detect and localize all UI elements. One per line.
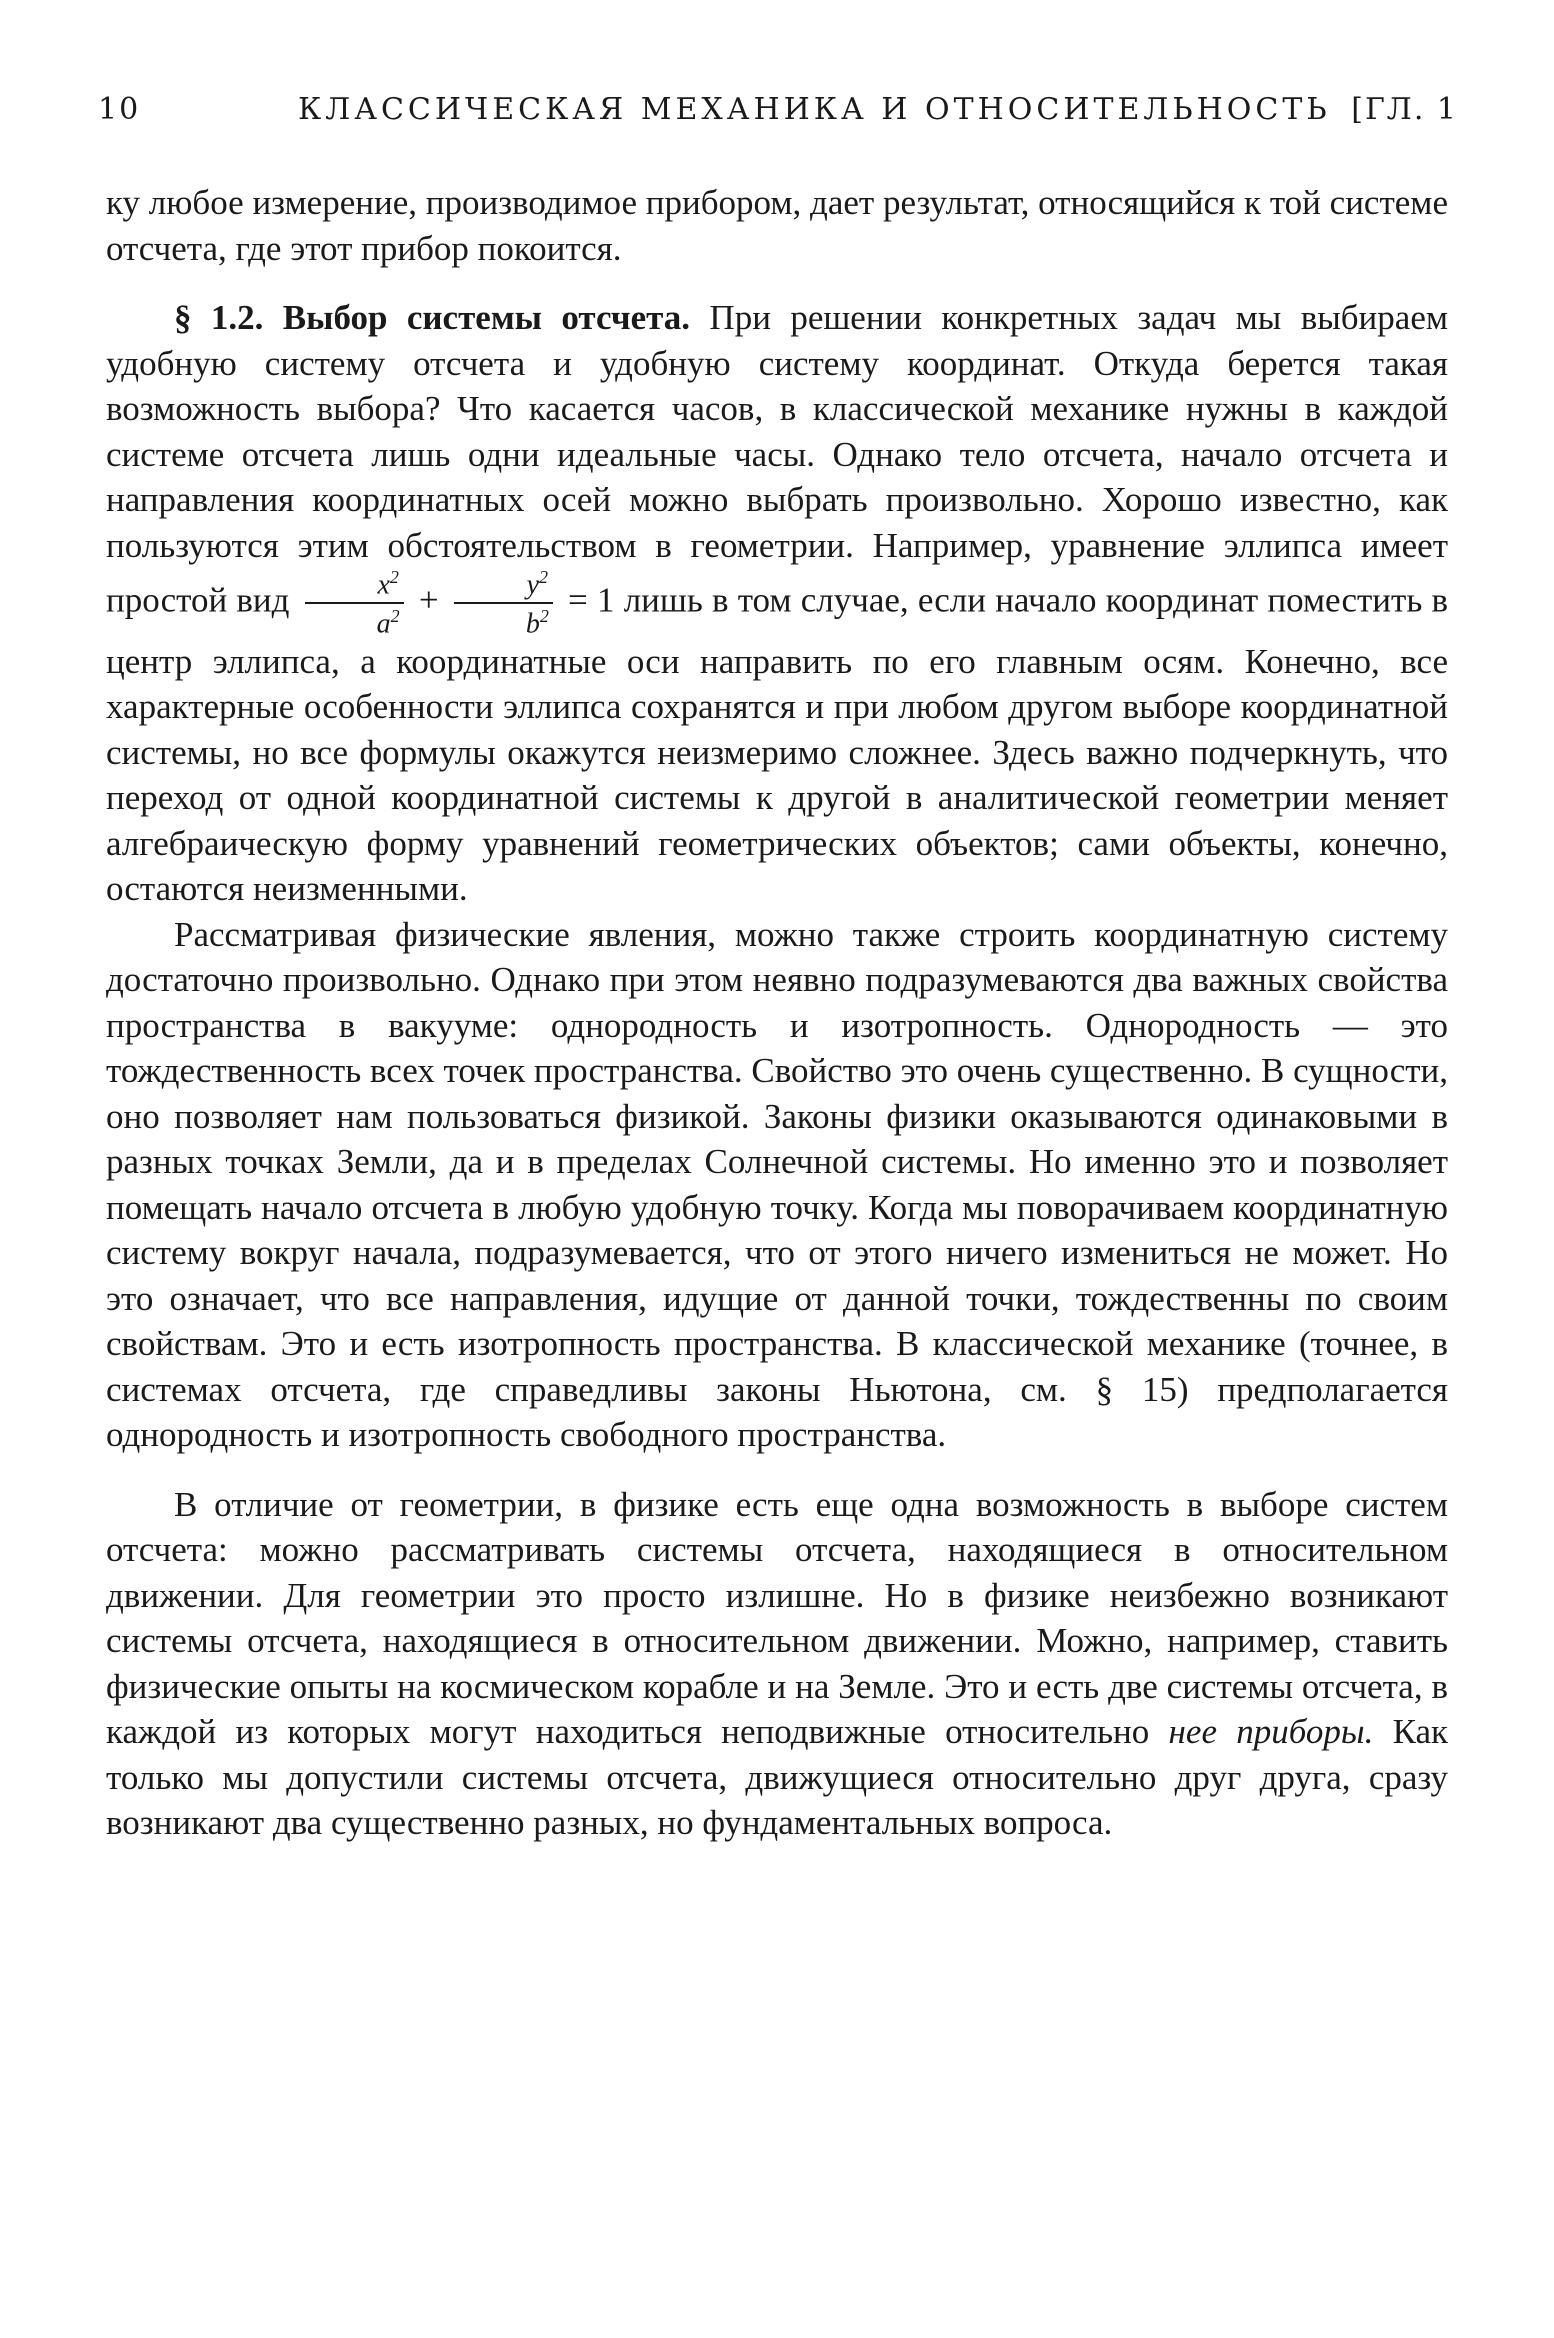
section-heading: § 1.2. Выбор системы отсчета.	[174, 298, 691, 337]
para3-text-before: В отличие от геометрии, в физике есть еще одна возможность в выборе систем отсчета: можно рассматривать системы отсчета, находящиеся в относительном движении. Для геометрии это просто излишне. Но в физике неизбежно возникают системы отсчета, находящиеся в относительном движении. Можно, например, ставить физические опыты на космическом корабле и на Земле. Это и есть две системы отсчета, в каждой из которых могут находиться неподвижные относительно	[106, 1484, 1448, 1752]
running-head	[98, 92, 1458, 136]
eq-x-num: x	[377, 569, 390, 601]
paragraph-section	[106, 295, 1448, 912]
para3-italic-phrase: нее приборы.	[1168, 1712, 1374, 1752]
section-text-before-equation: При решении конкретных задач мы выбираем удобную систему отсчета и удобную систему координат. Откуда берется такая возможность выбора? Что касается часов, в классической механике нужны в каждой системе отсчета лишь одни идеальные часы. Однако тело отсчета, начало отсчета и направления координатных осей можно выбрать произвольно. Хорошо известно, как пользуются этим обстоятельством в геометрии. Например, уравнение эллипса имеет простой вид	[106, 298, 1449, 620]
paragraph-homogeneity: Рассматривая физические явления, можно также строить координатную систему достаточно произвольно. Однако при этом неявно подразумеваются два важных свойства пространства в вакууме: однородность и изотропность. Однородность — это тождественность всех точек пространства. Свойство это очень существенно. В сущности, оно позволяет нам пользоваться физикой. Законы физики оказываются одинаковыми в разных точках Земли, да и в пределах Солнечной системы. Но именно это и позволяет помещать начало отсчета в любую удобную точку. Когда мы поворачиваем координатную систему вокруг начала, подразумевается, что от этого ничего измениться не может. Но это означает, что все направления, идущие от данной точки, тождественны по своим свойствам. Это и есть изотропность пространства. В классической механике (точнее, в системах отсчета, где справедливы законы Ньютона, см. § 15) предполагается однородность и изотропность свободного пространства.	[106, 914, 1449, 1455]
eq-y-num: y	[526, 569, 540, 601]
section-text-after-equation: лишь в том случае, если начало координат поместить в центр эллипса, а координатные оси направить по его главным осям. Конечно, все характерные особенности эллипса сохранятся и при любом другом выборе координатной системы, но все формулы окажутся неизмеримо сложнее. Здесь важно подчеркнуть, что переход от одной координатной системы к другой в аналитической геометрии меняет алгебраическую форму уравнений геометрических объектов; сами объекты, конечно, остаются неизменными.	[106, 580, 1449, 909]
running-title: КЛАССИЧЕСКАЯ МЕХАНИКА И ОТНОСИТЕЛЬНОСТЬ	[298, 92, 1331, 127]
eq-plus: +	[418, 580, 439, 620]
section-spacer	[106, 271, 1448, 295]
eq-x-num-exp: 2	[389, 567, 399, 587]
eq-x-den-exp: 2	[390, 606, 400, 627]
eq-equals-one: = 1	[568, 580, 615, 620]
chapter-marker: [ГЛ. 1	[1351, 92, 1458, 127]
para3-text-after: Как только мы допустили системы отсчета, движущиеся относительно друг друга, сразу возникают два существенно разных, но фундаментальных вопроса.	[106, 1712, 1449, 1843]
fraction-x-squared-over-a-squared	[305, 568, 404, 639]
paragraph-intro: ку любое измерение, производимое прибором, дает результат, относящийся к той системе отсчета, где этот прибор покоится.	[106, 183, 1448, 268]
body-text	[106, 180, 1448, 1846]
paragraph-relative-motion	[106, 1482, 1448, 1846]
paragraph-spacer	[106, 1458, 1448, 1482]
eq-y-num-exp: 2	[539, 567, 549, 587]
eq-y-den: b	[525, 608, 540, 640]
eq-y-den-exp: 2	[539, 606, 549, 627]
fraction-y-squared-over-b-squared	[454, 568, 553, 639]
page-number: 10	[98, 92, 141, 127]
eq-x-den: a	[376, 608, 391, 640]
